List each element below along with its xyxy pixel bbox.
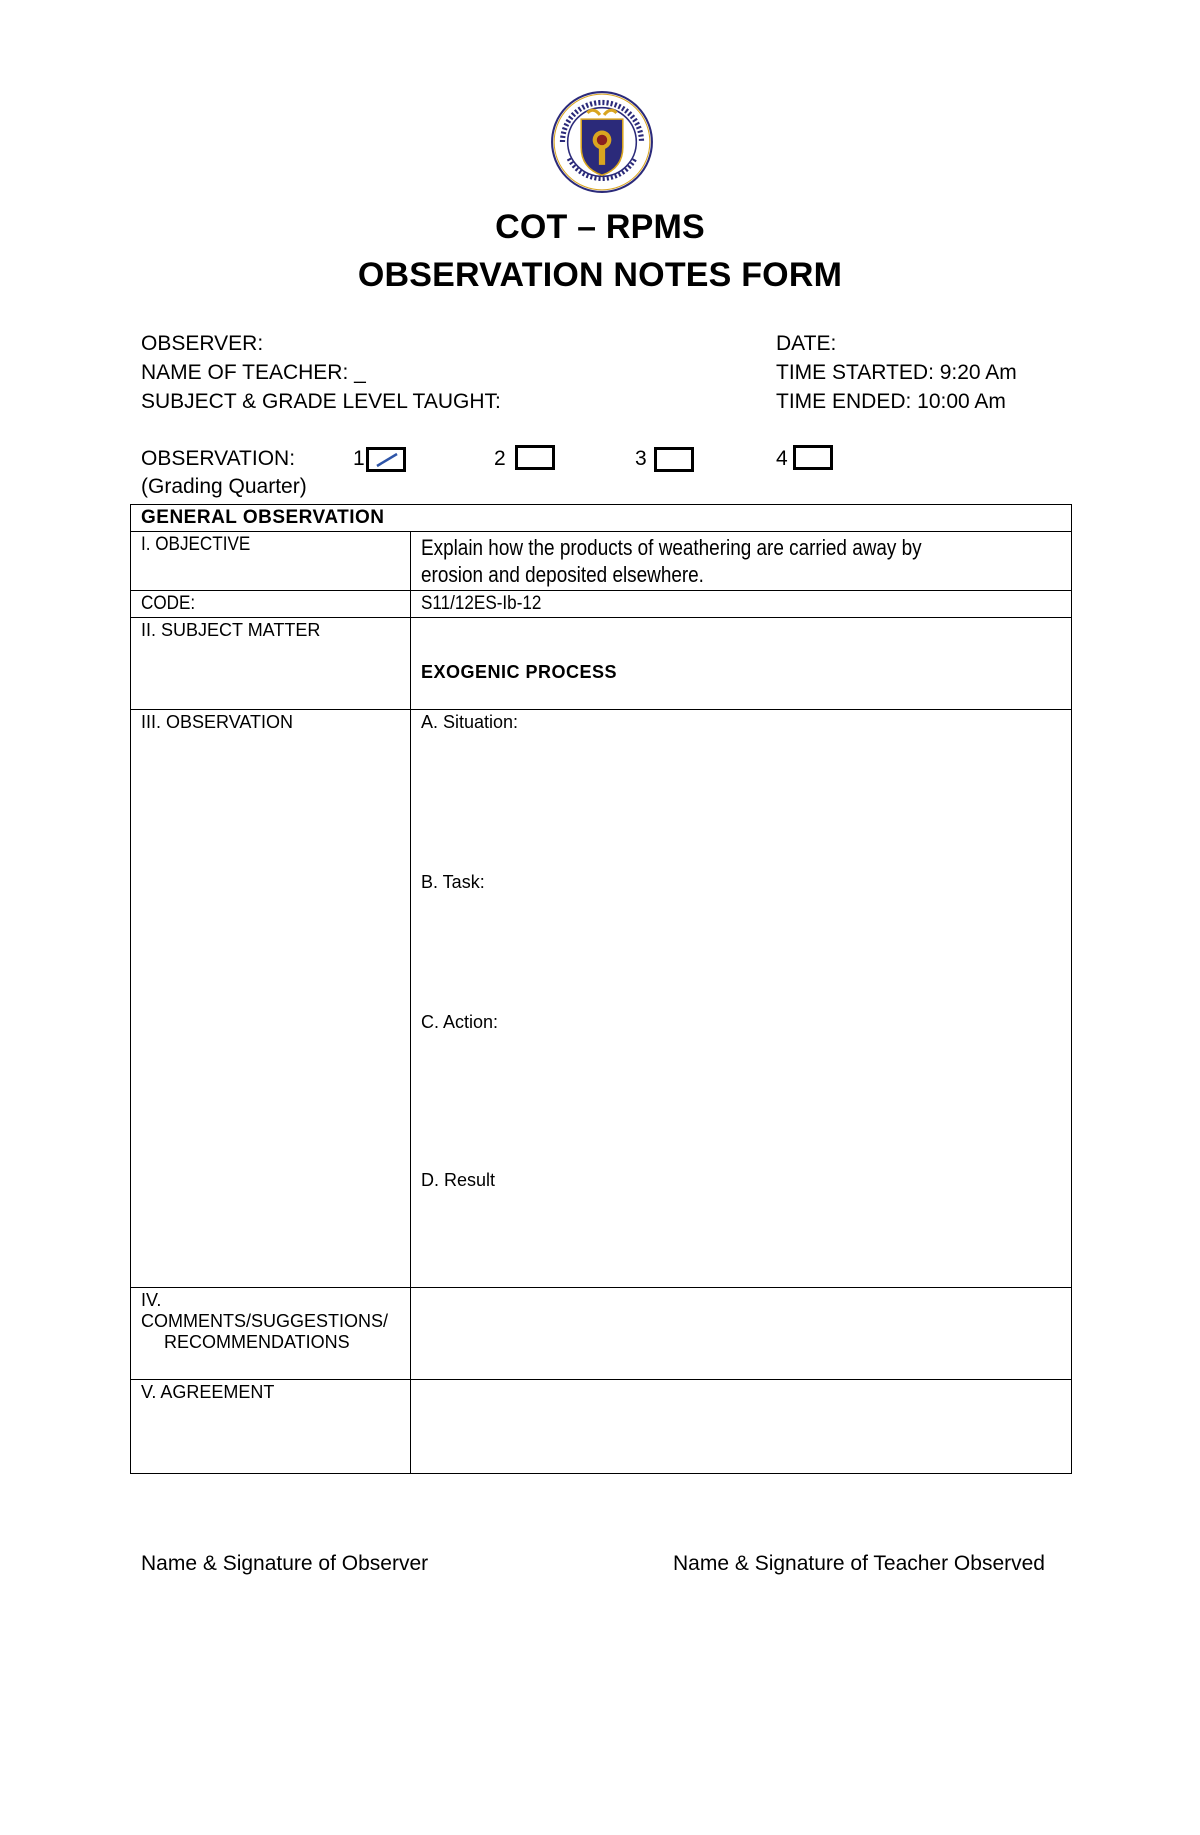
- observation-notes-cell[interactable]: [411, 710, 1072, 1288]
- comments-label-line2: RECOMMENDATIONS: [164, 1332, 350, 1352]
- quarter-3-checkbox[interactable]: [654, 447, 694, 472]
- teacher-signature-label: Name & Signature of Teacher Observed: [673, 1552, 1045, 1575]
- form-title-line1: COT – RPMS: [495, 208, 705, 246]
- code-label-cell: [131, 591, 411, 618]
- subject-matter-label-cell: [131, 618, 411, 710]
- objective-value-cell[interactable]: [411, 532, 1072, 591]
- agreement-label-cell: [131, 1380, 411, 1474]
- task-label: B. Task:: [421, 872, 485, 892]
- deped-seal-logo: [550, 90, 654, 194]
- agreement-label: V. AGREEMENT: [141, 1382, 275, 1402]
- comments-label-cell: [131, 1288, 411, 1380]
- general-observation-header: GENERAL OBSERVATION: [131, 505, 1072, 532]
- quarter-2-checkbox[interactable]: [515, 445, 555, 470]
- check-mark-icon: [369, 450, 403, 469]
- time-ended-label: TIME ENDED: 10:00 Am: [776, 390, 1006, 413]
- result-label: D. Result: [421, 1170, 496, 1190]
- objective-label-cell: [131, 532, 411, 591]
- comments-label-line1: IV. COMMENTS/SUGGESTIONS/: [141, 1290, 389, 1331]
- agreement-value-cell[interactable]: [411, 1380, 1072, 1474]
- objective-value: Explain how the products of weathering are carried away by erosion and deposited elsewhere.: [421, 535, 922, 587]
- grading-quarter-label: (Grading Quarter): [141, 475, 307, 498]
- date-label: DATE:: [776, 332, 837, 355]
- quarter-2-number: 2: [494, 447, 506, 470]
- observation-label-cell: [131, 710, 411, 1288]
- code-value-cell[interactable]: [411, 591, 1072, 618]
- quarter-3-number: 3: [635, 447, 647, 470]
- objective-label: I. OBJECTIVE: [141, 534, 251, 555]
- observation-section-label: III. OBSERVATION: [141, 712, 294, 732]
- code-label: CODE:: [141, 593, 196, 614]
- observation-label: OBSERVATION:: [141, 447, 296, 470]
- quarter-4-checkbox[interactable]: [793, 445, 833, 470]
- subject-matter-value-cell[interactable]: [411, 618, 1072, 710]
- observer-signature-label: Name & Signature of Observer: [141, 1552, 429, 1575]
- subject-matter-value: EXOGENIC PROCESS: [421, 662, 618, 682]
- time-started-label: TIME STARTED: 9:20 Am: [776, 361, 1017, 384]
- situation-label: A. Situation:: [421, 712, 519, 732]
- quarter-1-number: 1: [353, 447, 365, 470]
- quarter-4-number: 4: [776, 447, 788, 470]
- code-value: S11/12ES-Ib-12: [421, 593, 542, 614]
- comments-value-cell[interactable]: [411, 1288, 1072, 1380]
- quarter-1-checkbox[interactable]: [366, 447, 406, 472]
- action-label: C. Action:: [421, 1012, 499, 1032]
- teacher-label: NAME OF TEACHER: _: [141, 361, 366, 384]
- form-title-line2: OBSERVATION NOTES FORM: [357, 256, 843, 294]
- subject-matter-label: II. SUBJECT MATTER: [141, 620, 321, 640]
- observation-notes-table: [130, 504, 1072, 1474]
- subject-grade-label: SUBJECT & GRADE LEVEL TAUGHT:: [141, 390, 501, 413]
- observer-label: OBSERVER:: [141, 332, 264, 355]
